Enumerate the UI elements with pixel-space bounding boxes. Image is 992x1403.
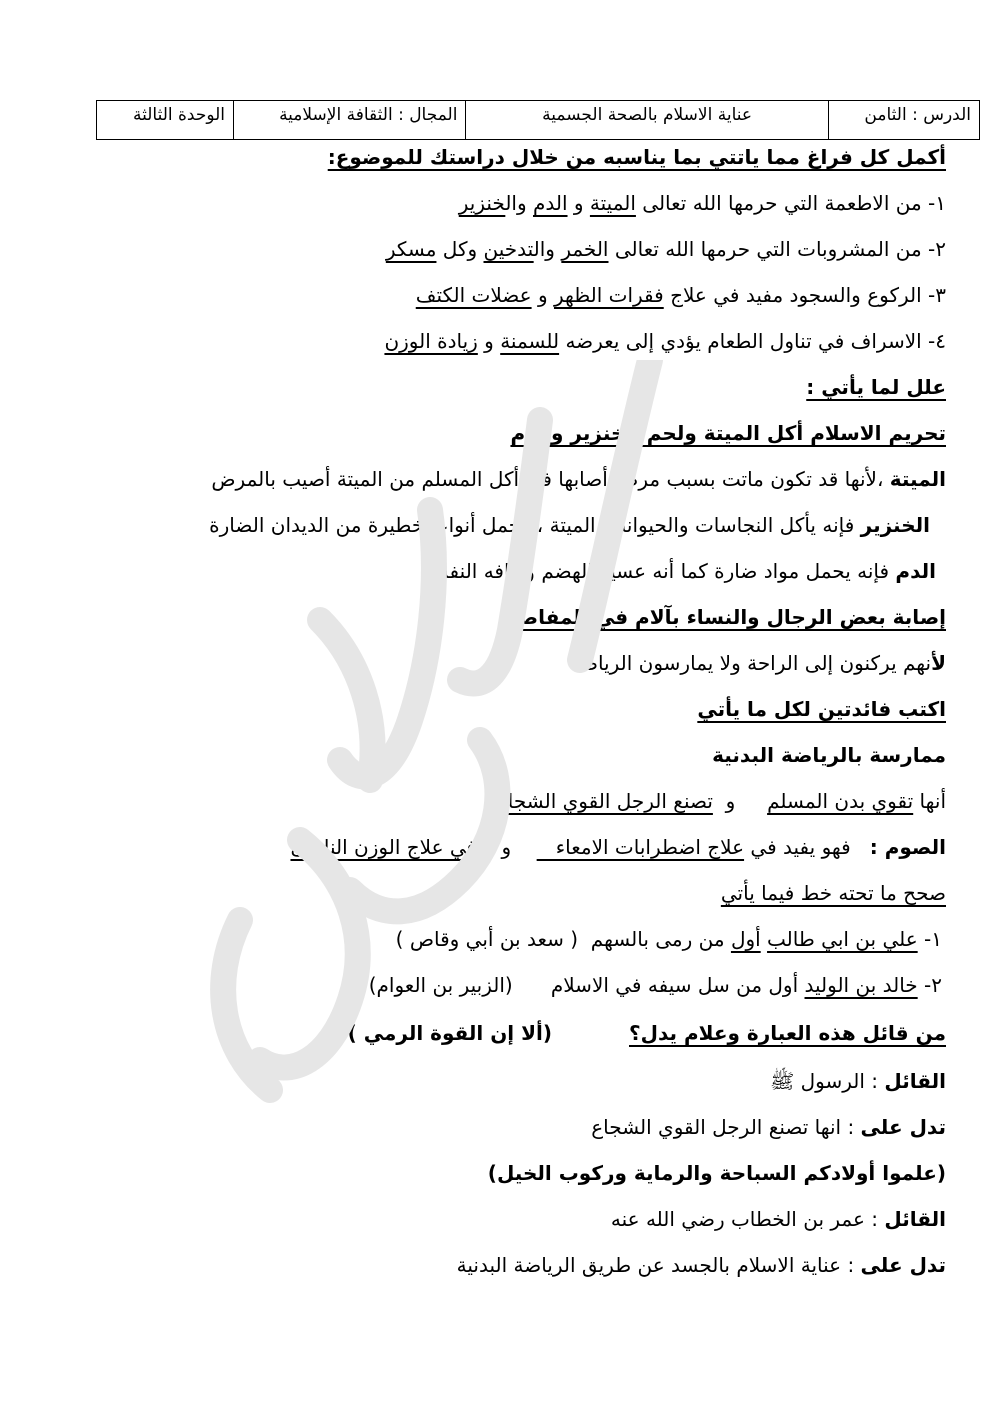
khinzir-reason: الخنزير فإنه يأكل النجاسات والحيوانات الميتة ،ويحمل أنواعا خطيرة من الديدان الضارة (209, 513, 930, 537)
quote-1: (ألا إن القوة الرمي ) (347, 1021, 552, 1045)
answer: علي بن ابي طالب (767, 927, 918, 951)
section-complete-heading: أكمل كل فراغ مما ياتتي بما يناسبه من خلال دراستك للموضوع: (327, 145, 946, 169)
lesson-cell: الدرس : الثامن (828, 101, 979, 140)
question-2: ٢- من المشروبات التي حرمها الله تعالى الخمر والتدخين وكل مسكر (385, 237, 946, 261)
answer: زيادة الوزن (384, 329, 478, 353)
answer: أول (730, 927, 761, 951)
quote-2: (علموا أولادكم السباحة والرماية وركوب الخيل) (487, 1161, 946, 1185)
sport-benefits: أنها تقوي بدن المسلم و تصنع الرجل القوي الشجاع (495, 789, 946, 813)
answer: الميتة (589, 191, 636, 215)
answer: خالد بن الوليد (804, 973, 918, 997)
answer: تقوي بدن المسلم (767, 789, 914, 813)
answer: تدخين (483, 237, 534, 261)
meaning-1: تدل على : انها تصنع الرجل القوي الشجاع (591, 1115, 946, 1139)
benefits-subheading: ممارسة بالرياضة البدنية (712, 743, 946, 767)
section-sayer-heading: من قائل هذه العبارة وعلام يدل؟ (629, 1021, 946, 1045)
sayer-1: القائل : الرسول ﷺ (770, 1069, 946, 1093)
answer: الخمر (561, 237, 609, 261)
answer: مسكر (385, 237, 437, 261)
question-4: ٤- الاسراف في تناول الطعام يؤدي إلى يعرضه للسمنة و زيادة الوزن (384, 329, 946, 353)
answer: فقرات الظهر (553, 283, 664, 307)
dam-reason: الدم فإنه يحمل مواد ضارة كما أنه عسير الهضم وتعافه النفس (424, 559, 936, 583)
section-benefits-heading: اكتب فائدتين لكل ما يأتي (697, 697, 946, 721)
answer: تصنع الرجل القوي الشجاع (495, 789, 713, 813)
header-table (96, 100, 980, 140)
answer: للسمنة (500, 329, 560, 353)
domain-cell: المجال : الثقافة الإسلامية (234, 101, 466, 140)
joints-reason: لأنهم يركنون إلى الراحة ولا يمارسون الرياضة (570, 651, 946, 675)
fasting-benefits: الصوم : فهو يفيد في علاج اضطرابات الامعاء و في علاج الوزن الناشئ (290, 835, 946, 859)
correct-item-1: ١- علي بن ابي طالب أول من رمى بالسهم ( سعد بن أبي وقاص ) (395, 927, 942, 951)
question-3: ٣- الركوع والسجود مفيد في علاج فقرات الظهر و عضلات الكتف (415, 283, 946, 307)
correct-item-2: ٢- خالد بن الوليد أول من سل سيفه في الاسلام (الزبير بن العوام) (368, 973, 942, 997)
answer: في علاج الوزن الناشئ (290, 835, 477, 859)
answer: خنزير (458, 191, 506, 215)
lesson-title-cell: عناية الاسلام بالصحة الجسمية (466, 101, 828, 140)
unit-cell: الوحدة الثالثة (97, 101, 234, 140)
section-correct-heading: صحح ما تحته خط فيما يأتي (720, 881, 946, 905)
sayer-2: القائل : عمر بن الخطاب رضي الله عنه (610, 1207, 946, 1231)
explain-subheading-1: تحريم الاسلام أكل الميتة ولحم الخنزير والدم (510, 421, 946, 445)
question-1: ١- من الاطعمة التي حرمها الله تعالى الميتة و الدم والخنزير (458, 191, 946, 215)
meaning-2: تدل على : عناية الاسلام بالجسد عن طريق الرياضة البدنية (456, 1253, 946, 1277)
answer: عضلات الكتف (415, 283, 532, 307)
maita-reason: الميتة ،لأنها قد تكون ماتت بسبب مرض أصابها فلو أكل المسلم من الميتة أصيب بالمرض (211, 467, 946, 491)
section-explain-heading: علل لما يأتي : (806, 375, 946, 399)
answer: الدم (533, 191, 568, 215)
answer: علاج اضطرابات الامعاء (536, 835, 745, 859)
explain-subheading-2: إصابة بعض الرجال والنساء بآلام في المفاصل (500, 605, 946, 629)
